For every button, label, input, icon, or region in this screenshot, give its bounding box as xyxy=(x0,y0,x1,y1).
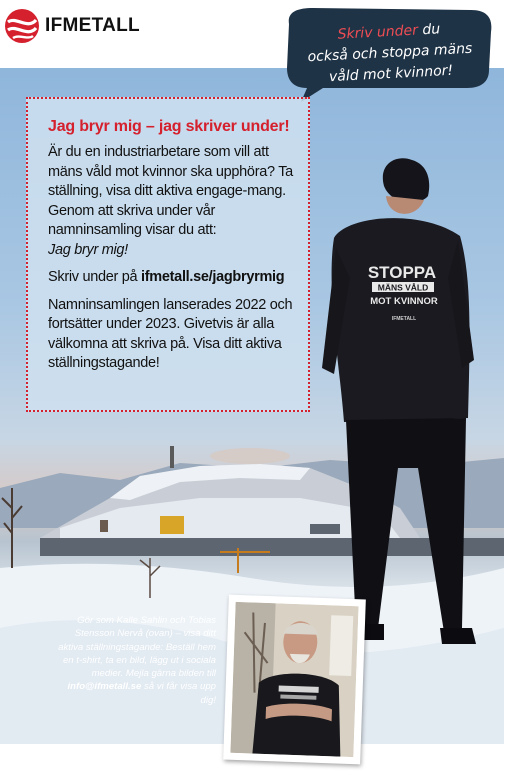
man-figure xyxy=(322,158,476,644)
paragraph-1-italic: Jag bryr mig! xyxy=(48,241,128,258)
shirt-print-line2: MÄNS VÅLD xyxy=(377,282,429,293)
portrait-illustration xyxy=(230,602,358,757)
mine-tower xyxy=(170,446,174,468)
petition-paragraph-1 xyxy=(48,143,294,260)
boot-right xyxy=(440,628,476,644)
bubble-line2: också och stoppa mäns xyxy=(307,40,473,66)
caption-text-2: så vi får visa upp dig! xyxy=(141,681,216,706)
polaroid-photo xyxy=(223,595,366,765)
petition-heading: Jag bryr mig – jag skriver under! xyxy=(48,118,290,135)
bubble-line3: våld mot kvinnor! xyxy=(328,62,454,86)
caption-email-link[interactable]: info@ifmetall.se xyxy=(67,681,142,693)
petition-link[interactable]: ifmetall.se/jagbryrmig xyxy=(141,269,285,285)
town-building xyxy=(310,524,340,534)
shirt-print-line3: MOT KVINNOR xyxy=(370,296,438,307)
smoke xyxy=(210,448,290,464)
petition-text-box xyxy=(26,97,310,412)
shirt-print-brand: IFMETALL xyxy=(391,316,417,322)
caption-text-1: Gör som Kalle Sahlin och Tobias Stensson Nervå (ovan) – visa ditt aktiva ställningstagande: Beställ hem en t-shirt, ta en bild, lägg ut i sociala medier. Mejla gärna bilden till xyxy=(58,615,216,680)
bubble-highlight: Skriv under xyxy=(337,22,419,43)
speech-bubble-text xyxy=(288,17,491,90)
ifmetall-logo-icon xyxy=(4,8,40,44)
bubble-line1-rest: du xyxy=(417,21,441,39)
paragraph-2-prefix: Skriv under på xyxy=(48,269,142,285)
crane xyxy=(220,548,270,573)
petition-paragraph-2 xyxy=(48,268,294,288)
logo-text: IFMETALL xyxy=(45,15,140,36)
town-building xyxy=(160,516,184,534)
photo-caption xyxy=(54,614,216,707)
beanie xyxy=(383,158,429,202)
ifmetall-logo xyxy=(4,8,140,44)
shirt-print-line1: STOPPA xyxy=(367,263,437,282)
petition-paragraph-3: Namninsamlingen lanserades 2022 och fortsätter under 2023. Givetvis är alla välkomna att skriva på. Visa ditt aktiva ställningstagande! xyxy=(48,296,293,371)
paragraph-1-text: Är du en industriarbetare som vill att mäns våld mot kvinnor ska upphöra? Ta ställning, visa ditt aktiva engage-mang. Genom att skriva under vår namninsamling visar du att: xyxy=(48,144,293,238)
town-building xyxy=(100,520,108,532)
